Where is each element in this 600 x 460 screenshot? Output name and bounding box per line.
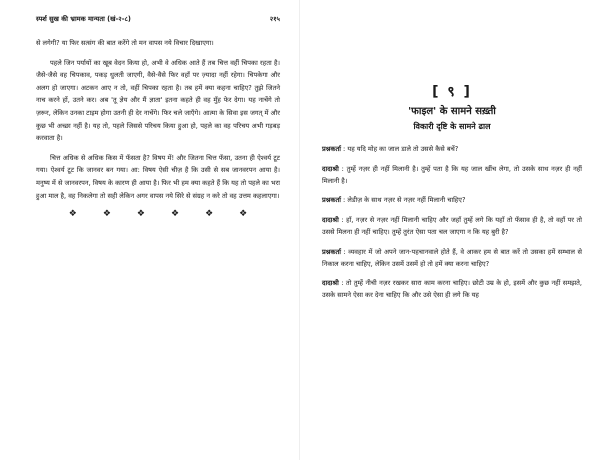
- running-head: [36, 14, 280, 23]
- dialogue-item: प्रश्नकर्ता : यह यदि मोह का जाल डाले तो उससे कैसे बचें?: [322, 145, 459, 153]
- ornament-icon: ❖: [68, 209, 77, 220]
- running-title: स्पर्श सुख की भ्रामक मान्यता (खं-२-८): [36, 15, 131, 23]
- dialogue-item: दादाश्री : तो तुम्हें नीची नज़र रखकर सारा काम करना चाहिए। छोटी उम्र के हो, इसमें और कुछ नहीं समझते, उसके सामने ऐसा कर देना चाहिए कि और उसे ऐसा ही लगे कि यह: [322, 279, 582, 300]
- dialogue-item: प्रश्नकर्ता : व्यवहार में जो अपने जान-पहचानवाले होते हैं, वे आकर हम से बात करें तो उसका हमें सम्भाल से निकाल करना चाहिए, लेकिन उसमें उसमें हो तो हमें क्या करना चाहिए?: [322, 247, 582, 268]
- paragraph-continuation: से लगेगी? या फिर सत्संग की बात करेंगे तो मन वापस नये विचार दिखाएगा।: [36, 39, 214, 47]
- speaker-label: प्रश्नकर्ता: [322, 247, 341, 256]
- right-page: [300, 0, 600, 460]
- ornament-icon: ❖: [102, 209, 111, 220]
- dialogue-item: दादाश्री : हाँ, नज़र से नज़र नहीं मिलानी चाहिए और जहाँ तुम्हें लगे कि यहाँ तो फँसाव ही है, तो वहाँ पर तो उससे मिलना ही नहीं चाहिए। तुम्हें तुरंत ऐसा पता चल जाएगा न कि यह बुरी है?: [322, 216, 583, 236]
- speaker-label: प्रश्नकर्ता: [322, 196, 341, 205]
- page-number: २१५: [269, 15, 280, 23]
- chapter-title: 'फाइल' के सामने सख़्ती: [408, 106, 496, 117]
- speaker-label: दादाश्री: [322, 279, 339, 288]
- ornament-icon: ❖: [171, 209, 180, 220]
- speaker-label: दादाश्री: [322, 216, 339, 225]
- ornament-icon: ❖: [239, 209, 248, 220]
- speaker-label: प्रश्नकर्ता: [322, 145, 341, 153]
- dialogue-text: तो तुम्हें नीची नज़र रखकर सारा काम करना चाहिए। छोटी उम्र के हो, इसमें और कुछ नहीं समझते, उसके सामने ऐसा कर देना चाहिए कि और उसे ऐसा ही लगे कि यह: [322, 279, 582, 300]
- ornament-icon: ❖: [136, 209, 145, 220]
- chapter-number: [ ९ ]: [432, 84, 472, 100]
- dialogue-text: व्यवहार में जो अपने जान-पहचानवाले होते हैं, वे आकर हम से बात करें तो उसका हमें सम्भाल से निकाल करना चाहिए, लेकिन उसमें उसमें हो तो हमें क्या करना चाहिए?: [322, 247, 582, 268]
- section-ornaments: [36, 209, 280, 219]
- dialogue-text: हाँ, नज़र से नज़र नहीं मिलानी चाहिए और जहाँ तुम्हें लगे कि यहाँ तो फँसाव ही है, तो वहाँ पर तो उससे मिलना ही नहीं चाहिए। तुम्हें तुरंत ऐसा पता चल जाएगा न कि यह बुरी है?: [322, 216, 583, 236]
- dialogue-item: प्रश्नकर्ता : लेडीज़ के साथ नज़र से नज़र नहीं मिलानी चाहिए?: [322, 196, 466, 205]
- paragraph: चित्त अधिक से अधिक किस में फँसता है? विषय में! और जितना चित्त फँसा, उतना ही ऐश्वर्य टूट गया। ऐश्वर्य टूट कि जानवर बन गया। आ: विषय ऐसी चीज़ है कि उसी से सब जानवरपन आया है। मनुष्य में से जानवरपन, विषय के कारण ही आया है। फिर भी हम क्या कहते हैं कि यह तो पहले का भरा हुआ माल है, वह निकलेगा तो सही लेकिन अगर वापस नये सिरे से संग्रह न करे तो वह उत्तम कहलाएगा।: [36, 153, 280, 200]
- dialogue-text: यह यदि मोह का जाल डाले तो उससे कैसे बचें?: [347, 145, 459, 153]
- speaker-label: दादाश्री: [322, 164, 339, 173]
- chapter-subtitle: विकारी दृष्टि के सामने ढाल: [413, 122, 491, 131]
- dialogue-text: तुम्हें नज़र ही नहीं मिलानी है। तुम्हें पता है कि यह जाल खींच लेगा, तो उसके साथ नज़र ही नहीं मिलानी है।: [322, 164, 582, 185]
- dialogue-text: लेडीज़ के साथ नज़र से नज़र नहीं मिलानी चाहिए?: [347, 196, 466, 205]
- ornament-icon: ❖: [205, 209, 214, 220]
- paragraph: पहले जिन पर्यायों का खूब वेदन किया हो, अभी वे अधिक आते हैं तब चित्त वहीं चिपका रहता है। जैसे-जैसे वह चिपकाव, पकड़ धुलती जाएगी, वैसे-वैसे फिर वहाँ पर ज़्यादा नहीं रहेगा। चिपकेगा और अलग हो जाएगा। अटकन आए न तो, वहीं चिपका रहता है। तब हमें क्या कहना चाहिए? तुझे जितने नाच करने हों, उतने कर। अब 'तू ज्ञेय और मैं ज्ञाता' इतना कहते ही वह मुँह फेर देगा। यह नाचेंगे तो ज़रूर, लेकिन उनका टाइम होगा उतनी ही देर नाचेंगे। फिर चले जाएँगे। आत्मा के सिवा इस जगत् में और कुछ भी अच्छा नहीं है। यह तो, पहले जिससे परिचय किया हुआ हो, पहले का वह परिचय अभी गड़बड़ करवाता है।: [36, 58, 280, 143]
- dialogue-item: दादाश्री : तुम्हें नज़र ही नहीं मिलानी है। तुम्हें पता है कि यह जाल खींच लेगा, तो उसके साथ नज़र ही नहीं मिलानी है।: [322, 164, 582, 185]
